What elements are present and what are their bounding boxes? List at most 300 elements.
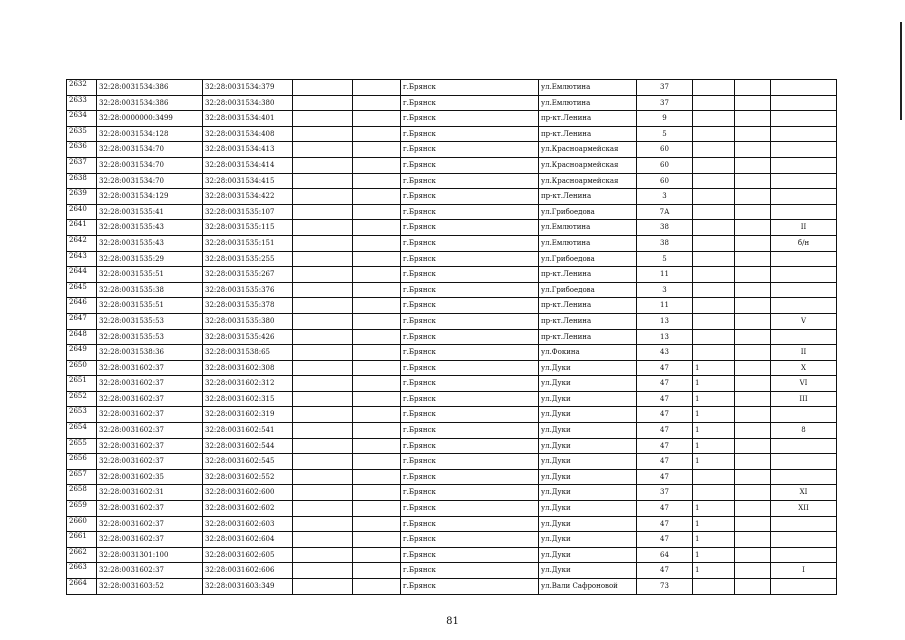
room-cell	[771, 329, 837, 345]
empty-cell	[353, 235, 401, 251]
table-row	[67, 142, 837, 158]
building-cell	[693, 173, 735, 189]
city-cell: г.Брянск	[401, 438, 539, 454]
land-cadastral-cell: 32:28:0031603:52	[97, 579, 203, 595]
empty-cell	[353, 345, 401, 361]
object-cadastral-cell: 32:28:0031535:151	[203, 235, 293, 251]
row-number-cell: 2640	[67, 204, 97, 220]
city-cell: г.Брянск	[401, 157, 539, 173]
room-cell: I	[771, 563, 837, 579]
street-cell: ул.Фокина	[539, 345, 637, 361]
building-cell	[693, 235, 735, 251]
table-row	[67, 563, 837, 579]
empty-cell	[293, 80, 353, 96]
house-cell: 43	[637, 345, 693, 361]
row-number-cell: 2632	[67, 80, 97, 96]
city-cell: г.Брянск	[401, 469, 539, 485]
table-body	[67, 80, 837, 595]
house-cell: 47	[637, 391, 693, 407]
land-cadastral-cell: 32:28:0031535:41	[97, 204, 203, 220]
city-cell: г.Брянск	[401, 126, 539, 142]
object-cadastral-cell: 32:28:0031602:319	[203, 407, 293, 423]
building-cell	[693, 95, 735, 111]
table-row	[67, 282, 837, 298]
object-cadastral-cell: 32:28:0031534:380	[203, 95, 293, 111]
room-cell: II	[771, 220, 837, 236]
room-cell: XII	[771, 501, 837, 517]
empty-cell	[293, 516, 353, 532]
room-cell: V	[771, 313, 837, 329]
empty-cell	[353, 391, 401, 407]
city-cell: г.Брянск	[401, 80, 539, 96]
table-row	[67, 204, 837, 220]
object-cadastral-cell: 32:28:0031602:605	[203, 547, 293, 563]
room-cell	[771, 516, 837, 532]
table-row	[67, 579, 837, 595]
house-cell: 47	[637, 501, 693, 517]
street-cell: пр-кт.Ленина	[539, 126, 637, 142]
room-cell: VI	[771, 376, 837, 392]
object-cadastral-cell: 32:28:0031534:415	[203, 173, 293, 189]
building-cell: 1	[693, 360, 735, 376]
empty-cell	[353, 329, 401, 345]
table-row	[67, 360, 837, 376]
street-cell: ул.Дуки	[539, 391, 637, 407]
empty-cell	[293, 501, 353, 517]
street-cell: ул.Вали Сафроновой	[539, 579, 637, 595]
empty-cell	[353, 407, 401, 423]
row-number-cell: 2651	[67, 376, 97, 392]
street-cell: ул.Красноармейская	[539, 142, 637, 158]
city-cell: г.Брянск	[401, 142, 539, 158]
city-cell: г.Брянск	[401, 95, 539, 111]
object-cadastral-cell: 32:28:0031602:312	[203, 376, 293, 392]
empty-cell	[353, 282, 401, 298]
house-cell: 60	[637, 173, 693, 189]
object-cadastral-cell: 32:28:0031602:315	[203, 391, 293, 407]
building-cell: 1	[693, 376, 735, 392]
table-row	[67, 469, 837, 485]
row-number-cell: 2645	[67, 282, 97, 298]
city-cell: г.Брянск	[401, 547, 539, 563]
empty-cell	[353, 313, 401, 329]
row-number-cell: 2654	[67, 423, 97, 439]
street-cell: ул.Дуки	[539, 485, 637, 501]
empty-cell	[353, 454, 401, 470]
object-cadastral-cell: 32:28:0031602:545	[203, 454, 293, 470]
room-cell	[771, 80, 837, 96]
street-cell: пр-кт.Ленина	[539, 313, 637, 329]
empty-cell	[353, 547, 401, 563]
building-cell	[693, 80, 735, 96]
city-cell: г.Брянск	[401, 391, 539, 407]
empty-cell	[353, 360, 401, 376]
house-cell: 60	[637, 157, 693, 173]
land-cadastral-cell: 32:28:0031534:70	[97, 142, 203, 158]
object-cadastral-cell: 32:28:0031538:65	[203, 345, 293, 361]
land-cadastral-cell: 32:28:0031535:43	[97, 220, 203, 236]
empty-cell	[353, 142, 401, 158]
room-cell: XI	[771, 485, 837, 501]
city-cell: г.Брянск	[401, 204, 539, 220]
room-cell	[771, 157, 837, 173]
table-row	[67, 220, 837, 236]
table-row	[67, 267, 837, 283]
empty-cell	[353, 438, 401, 454]
empty-cell	[293, 313, 353, 329]
object-cadastral-cell: 32:28:0031602:604	[203, 532, 293, 548]
land-cadastral-cell: 32:28:0031602:37	[97, 438, 203, 454]
row-number-cell: 2634	[67, 111, 97, 127]
row-number-cell: 2648	[67, 329, 97, 345]
object-cadastral-cell: 32:28:0031534:379	[203, 80, 293, 96]
table-row	[67, 95, 837, 111]
building-cell	[693, 313, 735, 329]
city-cell: г.Брянск	[401, 313, 539, 329]
street-cell: ул.Емлютина	[539, 235, 637, 251]
empty-cell	[293, 376, 353, 392]
table-row	[67, 516, 837, 532]
land-cadastral-cell: 32:28:0031535:43	[97, 235, 203, 251]
empty-cell	[735, 95, 771, 111]
row-number-cell: 2642	[67, 235, 97, 251]
house-cell: 5	[637, 126, 693, 142]
table-row	[67, 438, 837, 454]
city-cell: г.Брянск	[401, 423, 539, 439]
street-cell: ул.Дуки	[539, 454, 637, 470]
land-cadastral-cell: 32:28:0031602:37	[97, 360, 203, 376]
room-cell	[771, 251, 837, 267]
empty-cell	[735, 267, 771, 283]
house-cell: 13	[637, 329, 693, 345]
building-cell	[693, 469, 735, 485]
row-number-cell: 2662	[67, 547, 97, 563]
table-row	[67, 126, 837, 142]
house-cell: 47	[637, 563, 693, 579]
building-cell	[693, 485, 735, 501]
land-cadastral-cell: 32:28:0031602:37	[97, 391, 203, 407]
house-cell: 5	[637, 251, 693, 267]
building-cell: 1	[693, 516, 735, 532]
city-cell: г.Брянск	[401, 267, 539, 283]
row-number-cell: 2639	[67, 189, 97, 205]
street-cell: ул.Дуки	[539, 376, 637, 392]
empty-cell	[353, 298, 401, 314]
object-cadastral-cell: 32:28:0031534:401	[203, 111, 293, 127]
table-row	[67, 391, 837, 407]
building-cell	[693, 579, 735, 595]
street-cell: ул.Дуки	[539, 563, 637, 579]
object-cadastral-cell: 32:28:0031603:349	[203, 579, 293, 595]
empty-cell	[353, 532, 401, 548]
house-cell: 7А	[637, 204, 693, 220]
empty-cell	[353, 267, 401, 283]
land-cadastral-cell: 32:28:0031602:37	[97, 516, 203, 532]
empty-cell	[293, 173, 353, 189]
room-cell	[771, 142, 837, 158]
empty-cell	[353, 376, 401, 392]
building-cell	[693, 267, 735, 283]
land-cadastral-cell: 32:28:0031602:37	[97, 376, 203, 392]
table-row	[67, 454, 837, 470]
street-cell: пр-кт.Ленина	[539, 189, 637, 205]
row-number-cell: 2647	[67, 313, 97, 329]
street-cell: ул.Дуки	[539, 469, 637, 485]
city-cell: г.Брянск	[401, 111, 539, 127]
object-cadastral-cell: 32:28:0031534:414	[203, 157, 293, 173]
building-cell	[693, 298, 735, 314]
object-cadastral-cell: 32:28:0031602:544	[203, 438, 293, 454]
land-cadastral-cell: 32:28:0031534:128	[97, 126, 203, 142]
empty-cell	[293, 282, 353, 298]
row-number-cell: 2656	[67, 454, 97, 470]
city-cell: г.Брянск	[401, 235, 539, 251]
land-cadastral-cell: 32:28:0031602:31	[97, 485, 203, 501]
house-cell: 47	[637, 532, 693, 548]
city-cell: г.Брянск	[401, 485, 539, 501]
building-cell	[693, 126, 735, 142]
row-number-cell: 2659	[67, 501, 97, 517]
empty-cell	[735, 469, 771, 485]
house-cell: 37	[637, 95, 693, 111]
land-cadastral-cell: 32:28:0031602:37	[97, 563, 203, 579]
scan-edge-mark	[900, 22, 902, 120]
house-cell: 47	[637, 360, 693, 376]
empty-cell	[293, 407, 353, 423]
street-cell: ул.Емлютина	[539, 95, 637, 111]
city-cell: г.Брянск	[401, 563, 539, 579]
room-cell	[771, 204, 837, 220]
house-cell: 47	[637, 454, 693, 470]
table-row	[67, 532, 837, 548]
land-cadastral-cell: 32:28:0031602:37	[97, 407, 203, 423]
city-cell: г.Брянск	[401, 173, 539, 189]
house-cell: 38	[637, 235, 693, 251]
cadastral-table	[66, 79, 837, 595]
row-number-cell: 2661	[67, 532, 97, 548]
building-cell	[693, 220, 735, 236]
room-cell	[771, 532, 837, 548]
building-cell: 1	[693, 423, 735, 439]
room-cell	[771, 438, 837, 454]
room-cell	[771, 298, 837, 314]
empty-cell	[735, 173, 771, 189]
land-cadastral-cell: 32:28:0031534:129	[97, 189, 203, 205]
table-row	[67, 376, 837, 392]
street-cell: ул.Дуки	[539, 360, 637, 376]
object-cadastral-cell: 32:28:0031602:600	[203, 485, 293, 501]
house-cell: 3	[637, 282, 693, 298]
empty-cell	[353, 189, 401, 205]
empty-cell	[735, 485, 771, 501]
building-cell	[693, 142, 735, 158]
land-cadastral-cell: 32:28:0031535:53	[97, 329, 203, 345]
street-cell: ул.Емлютина	[539, 80, 637, 96]
city-cell: г.Брянск	[401, 360, 539, 376]
room-cell	[771, 407, 837, 423]
empty-cell	[735, 407, 771, 423]
land-cadastral-cell: 32:28:0031534:386	[97, 80, 203, 96]
city-cell: г.Брянск	[401, 282, 539, 298]
land-cadastral-cell: 32:28:0031534:70	[97, 173, 203, 189]
object-cadastral-cell: 32:28:0031534:408	[203, 126, 293, 142]
street-cell: пр-кт.Ленина	[539, 298, 637, 314]
empty-cell	[735, 391, 771, 407]
empty-cell	[293, 204, 353, 220]
city-cell: г.Брянск	[401, 376, 539, 392]
room-cell	[771, 189, 837, 205]
row-number-cell: 2644	[67, 267, 97, 283]
object-cadastral-cell: 32:28:0031535:380	[203, 313, 293, 329]
empty-cell	[735, 547, 771, 563]
room-cell	[771, 173, 837, 189]
empty-cell	[353, 126, 401, 142]
object-cadastral-cell: 32:28:0031535:378	[203, 298, 293, 314]
object-cadastral-cell: 32:28:0031534:422	[203, 189, 293, 205]
land-cadastral-cell: 32:28:0031602:35	[97, 469, 203, 485]
empty-cell	[353, 423, 401, 439]
empty-cell	[353, 516, 401, 532]
empty-cell	[293, 111, 353, 127]
empty-cell	[293, 547, 353, 563]
empty-cell	[735, 501, 771, 517]
empty-cell	[735, 220, 771, 236]
empty-cell	[293, 438, 353, 454]
street-cell: ул.Дуки	[539, 438, 637, 454]
object-cadastral-cell: 32:28:0031534:413	[203, 142, 293, 158]
empty-cell	[293, 157, 353, 173]
row-number-cell: 2663	[67, 563, 97, 579]
object-cadastral-cell: 32:28:0031602:552	[203, 469, 293, 485]
land-cadastral-cell: 32:28:0031534:386	[97, 95, 203, 111]
room-cell	[771, 282, 837, 298]
empty-cell	[735, 126, 771, 142]
empty-cell	[293, 267, 353, 283]
empty-cell	[353, 173, 401, 189]
land-cadastral-cell: 32:28:0031535:51	[97, 267, 203, 283]
row-number-cell: 2637	[67, 157, 97, 173]
city-cell: г.Брянск	[401, 220, 539, 236]
table-row	[67, 251, 837, 267]
row-number-cell: 2643	[67, 251, 97, 267]
row-number-cell: 2646	[67, 298, 97, 314]
empty-cell	[735, 345, 771, 361]
house-cell: 38	[637, 220, 693, 236]
house-cell: 11	[637, 298, 693, 314]
empty-cell	[293, 345, 353, 361]
empty-cell	[353, 111, 401, 127]
city-cell: г.Брянск	[401, 345, 539, 361]
empty-cell	[735, 157, 771, 173]
empty-cell	[293, 485, 353, 501]
empty-cell	[735, 282, 771, 298]
object-cadastral-cell: 32:28:0031602:603	[203, 516, 293, 532]
table-row	[67, 298, 837, 314]
city-cell: г.Брянск	[401, 189, 539, 205]
table-row	[67, 345, 837, 361]
street-cell: ул.Дуки	[539, 501, 637, 517]
city-cell: г.Брянск	[401, 298, 539, 314]
table-row	[67, 501, 837, 517]
room-cell: б/н	[771, 235, 837, 251]
building-cell	[693, 189, 735, 205]
house-cell: 60	[637, 142, 693, 158]
empty-cell	[293, 423, 353, 439]
land-cadastral-cell: 32:28:0031535:38	[97, 282, 203, 298]
room-cell	[771, 267, 837, 283]
room-cell	[771, 95, 837, 111]
empty-cell	[353, 204, 401, 220]
empty-cell	[735, 142, 771, 158]
building-cell	[693, 282, 735, 298]
street-cell: пр-кт.Ленина	[539, 111, 637, 127]
empty-cell	[353, 563, 401, 579]
street-cell: ул.Дуки	[539, 423, 637, 439]
building-cell	[693, 329, 735, 345]
table-row	[67, 111, 837, 127]
object-cadastral-cell: 32:28:0031535:267	[203, 267, 293, 283]
empty-cell	[293, 142, 353, 158]
building-cell: 1	[693, 454, 735, 470]
city-cell: г.Брянск	[401, 329, 539, 345]
row-number-cell: 2636	[67, 142, 97, 158]
row-number-cell: 2649	[67, 345, 97, 361]
building-cell: 1	[693, 407, 735, 423]
building-cell	[693, 111, 735, 127]
house-cell: 13	[637, 313, 693, 329]
house-cell: 47	[637, 438, 693, 454]
empty-cell	[735, 251, 771, 267]
empty-cell	[293, 329, 353, 345]
empty-cell	[293, 563, 353, 579]
empty-cell	[735, 189, 771, 205]
row-number-cell: 2638	[67, 173, 97, 189]
house-cell: 73	[637, 579, 693, 595]
empty-cell	[293, 251, 353, 267]
room-cell: X	[771, 360, 837, 376]
object-cadastral-cell: 32:28:0031535:426	[203, 329, 293, 345]
row-number-cell: 2655	[67, 438, 97, 454]
building-cell: 1	[693, 563, 735, 579]
house-cell: 37	[637, 80, 693, 96]
empty-cell	[293, 391, 353, 407]
object-cadastral-cell: 32:28:0031602:602	[203, 501, 293, 517]
table-row	[67, 313, 837, 329]
row-number-cell: 2633	[67, 95, 97, 111]
empty-cell	[735, 438, 771, 454]
empty-cell	[293, 235, 353, 251]
room-cell	[771, 469, 837, 485]
empty-cell	[353, 157, 401, 173]
row-number-cell: 2641	[67, 220, 97, 236]
object-cadastral-cell: 32:28:0031602:606	[203, 563, 293, 579]
house-cell: 47	[637, 469, 693, 485]
house-cell: 3	[637, 189, 693, 205]
table-row	[67, 80, 837, 96]
empty-cell	[735, 329, 771, 345]
empty-cell	[293, 454, 353, 470]
table-row	[67, 423, 837, 439]
empty-cell	[293, 579, 353, 595]
room-cell	[771, 579, 837, 595]
land-cadastral-cell: 32:28:0031602:37	[97, 501, 203, 517]
land-cadastral-cell: 32:28:0000000:3499	[97, 111, 203, 127]
row-number-cell: 2657	[67, 469, 97, 485]
empty-cell	[735, 204, 771, 220]
room-cell: III	[771, 391, 837, 407]
empty-cell	[293, 532, 353, 548]
table-row	[67, 547, 837, 563]
